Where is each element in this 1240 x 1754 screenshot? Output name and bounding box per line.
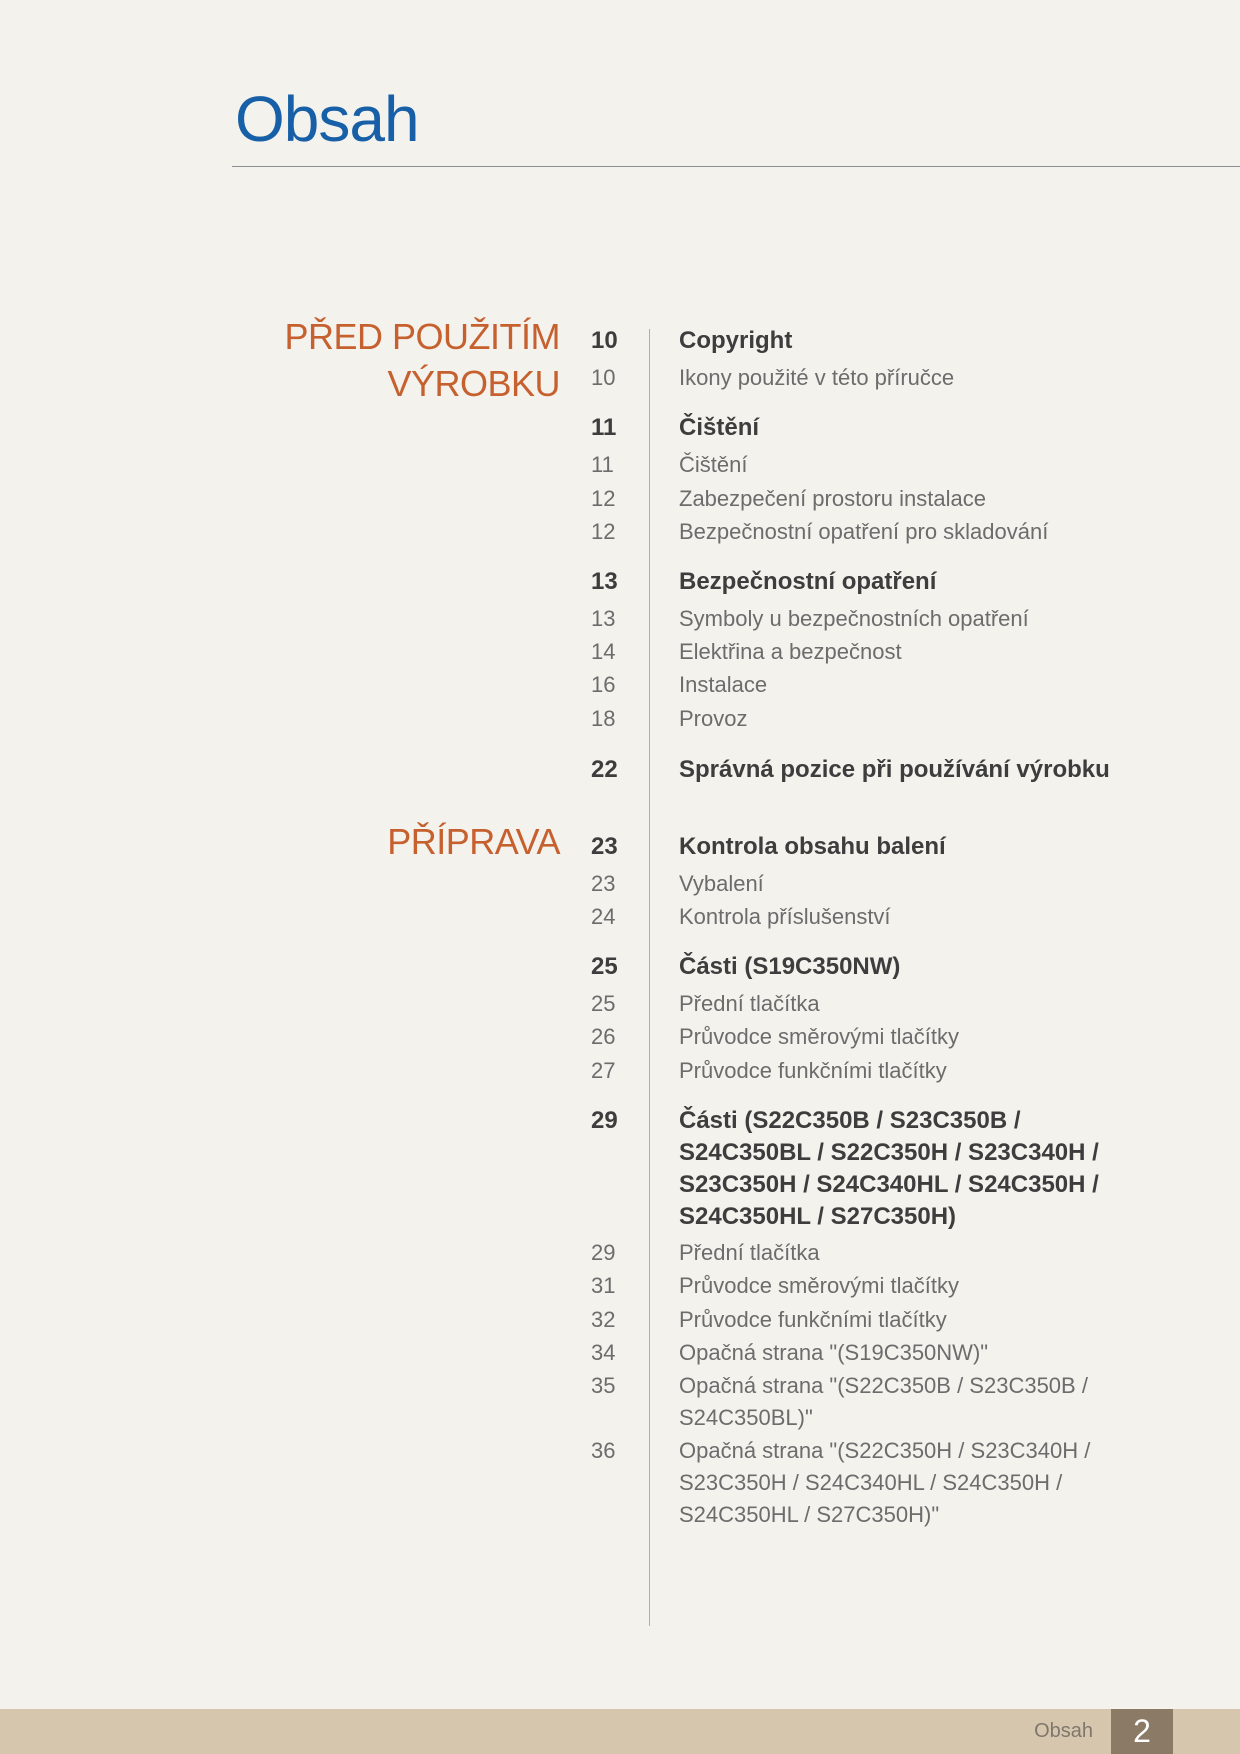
toc-page-number: 23 bbox=[591, 833, 618, 860]
footer-section-label: Obsah bbox=[1034, 1720, 1093, 1742]
toc-entry-label: Provoz bbox=[679, 706, 748, 731]
toc-page-number: 14 bbox=[591, 639, 616, 664]
toc-entry-label: Opačná strana "(S22C350B / S23C350B / S24C350BL)" bbox=[679, 1373, 1088, 1430]
toc-page-number: 18 bbox=[591, 706, 616, 731]
toc-entry-label: Bezpečnostní opatření bbox=[679, 568, 937, 595]
toc-entry-label: Přední tlačítka bbox=[679, 991, 820, 1016]
toc-page-number: 25 bbox=[591, 953, 618, 980]
toc-page-number: 25 bbox=[591, 991, 616, 1016]
section-title-line: PŘED POUŽITÍM bbox=[284, 316, 560, 357]
toc-page-number: 29 bbox=[591, 1240, 616, 1265]
toc-entry-label: Části (S19C350NW) bbox=[679, 953, 901, 980]
section-title-line: PŘÍPRAVA bbox=[387, 821, 560, 862]
toc-entry-label: Průvodce funkčními tlačítky bbox=[679, 1058, 947, 1083]
toc-page-number: 13 bbox=[591, 606, 616, 631]
toc-entry-label: Opačná strana "(S22C350H / S23C340H / S23C350H / S24C340HL / S24C350H / S24C350HL / S27C350H)" bbox=[679, 1438, 1091, 1527]
toc-page-number: 10 bbox=[591, 327, 618, 354]
toc-page-number: 23 bbox=[591, 871, 616, 896]
toc-page-number: 13 bbox=[591, 568, 618, 595]
toc-entry-label: Průvodce směrovými tlačítky bbox=[679, 1024, 959, 1049]
toc-page-number: 22 bbox=[591, 756, 618, 783]
page-title: Obsah bbox=[235, 83, 419, 155]
toc-vertical-divider bbox=[649, 329, 650, 1626]
toc-entry-label: Části (S22C350B / S23C350B / S24C350BL / S22C350H / S23C340H / S23C350H / S24C340HL / S24C350H / S24C350HL / S27C350H) bbox=[679, 1107, 1099, 1230]
toc-entry-label: Průvodce směrovými tlačítky bbox=[679, 1273, 959, 1298]
toc-entry-label: Opačná strana "(S19C350NW)" bbox=[679, 1340, 989, 1365]
toc-entry-label: Bezpečnostní opatření pro skladování bbox=[679, 519, 1049, 544]
toc-page-number: 12 bbox=[591, 519, 616, 544]
toc-entry-label: Ikony použité v této příručce bbox=[679, 365, 955, 390]
toc-page-number: 31 bbox=[591, 1273, 616, 1298]
toc-entry-label: Čištění bbox=[679, 452, 748, 477]
toc-page-number: 26 bbox=[591, 1024, 616, 1049]
toc-page-number: 36 bbox=[591, 1438, 616, 1463]
toc-page-number: 34 bbox=[591, 1340, 616, 1365]
toc-entry-label: Zabezpečení prostoru instalace bbox=[679, 486, 986, 511]
toc-entry-label: Čištění bbox=[679, 414, 760, 441]
section-title-priprava bbox=[387, 818, 560, 865]
toc-entry-label: Kontrola obsahu balení bbox=[679, 833, 946, 860]
title-divider bbox=[232, 166, 1240, 167]
section-title-line: VÝROBKU bbox=[387, 363, 560, 404]
toc-entry-label: Elektřina a bezpečnost bbox=[679, 639, 902, 664]
toc-entry-label: Správná pozice při používání výrobku bbox=[679, 756, 1110, 783]
footer-page-number: 2 bbox=[1133, 1713, 1151, 1749]
toc-page-number: 24 bbox=[591, 904, 616, 929]
toc-page-number: 16 bbox=[591, 672, 616, 697]
toc-entry-label: Instalace bbox=[679, 672, 768, 697]
toc-page-number: 12 bbox=[591, 486, 616, 511]
toc-page-number: 10 bbox=[591, 365, 616, 390]
toc-entry-label: Symboly u bezpečnostních opatření bbox=[679, 606, 1029, 631]
toc-entry-label: Copyright bbox=[679, 327, 793, 354]
toc-page-number: 11 bbox=[591, 414, 617, 441]
toc-entry-label: Průvodce funkčními tlačítky bbox=[679, 1307, 947, 1332]
toc-page-number: 27 bbox=[591, 1058, 616, 1083]
toc-page-number: 29 bbox=[591, 1107, 618, 1134]
toc-entry-label: Kontrola příslušenství bbox=[679, 904, 891, 929]
toc-page-number: 35 bbox=[591, 1373, 616, 1398]
toc-page-number: 11 bbox=[591, 452, 614, 477]
toc-page-number: 32 bbox=[591, 1307, 616, 1332]
section-title-pred-pouzitim bbox=[284, 313, 560, 407]
toc-entry-label: Přední tlačítka bbox=[679, 1240, 820, 1265]
toc-entry-label: Vybalení bbox=[679, 871, 764, 896]
